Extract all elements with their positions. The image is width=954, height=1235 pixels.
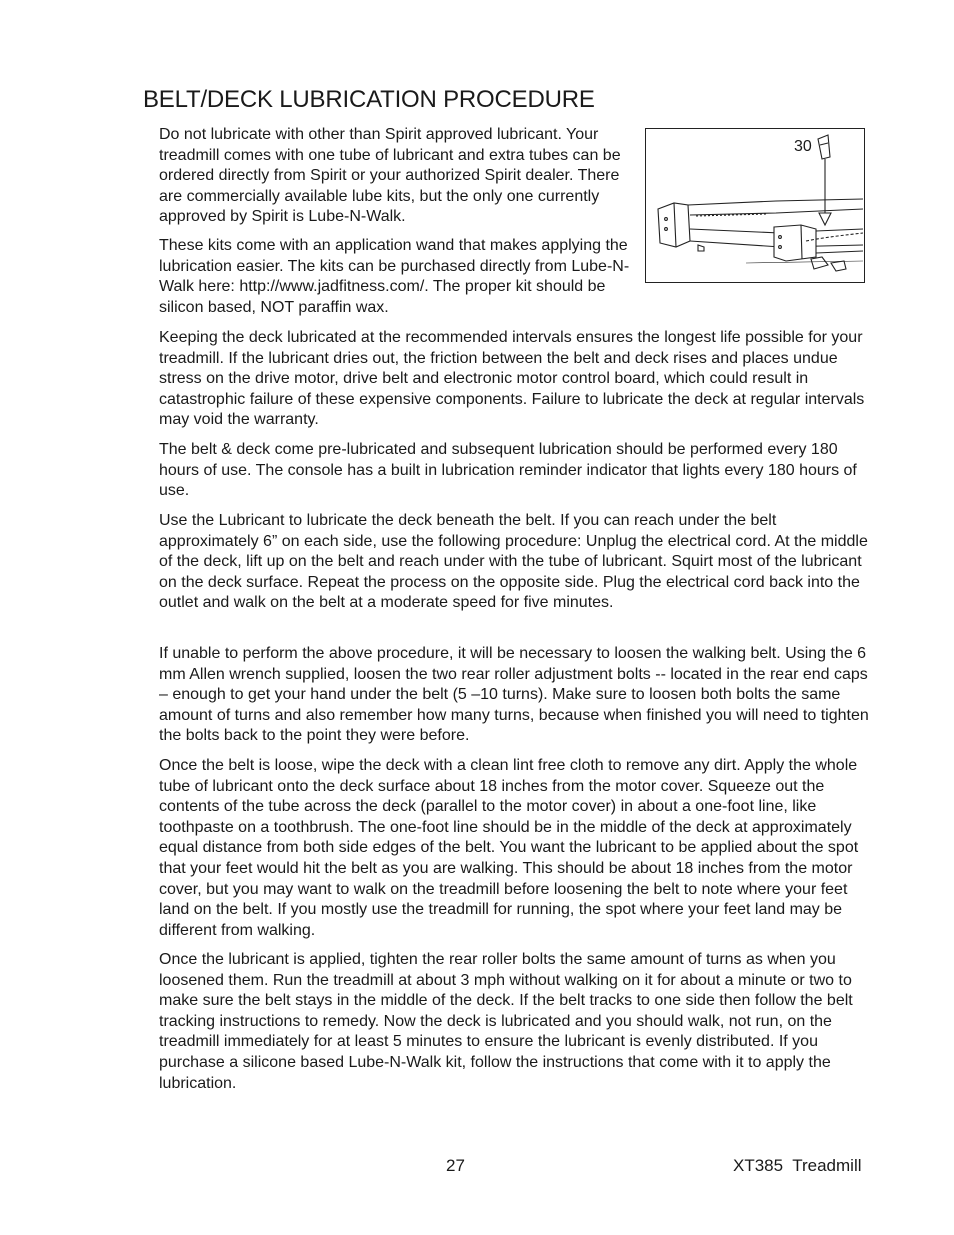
page-number: 27 [446,1156,465,1175]
treadmill-deck-icon [646,129,863,281]
paragraph-lubrication-interval: The belt & deck come pre-lubricated and subsequent lubrication should be performed every 180 hours of use. The console has a built in lubrication reminder indicator that lights every 180 hours of use. [159,441,857,500]
paragraph-apply-lubricant: Once the belt is loose, wipe the deck with a clean lint free cloth to remove any dirt. Apply the whole tube of lubricant onto the deck surface about 18 inches from the motor cover. Squeeze out the contents of the tube across the deck (parallel to the motor cover) in about a one-foot line, like toothpaste on a toothbrush. The one-foot line should be in the middle of the deck at approximately equal distance from both side edges of the belt. You want the lubricant to be applied about the spot that your feet would hit the belt as you are walking. This should be about 18 inches from the motor cover, but you may want to walk on the treadmill before loosening the belt to note where your feet land on the belt. If you mostly use the treadmill for running, the spot where your feet land may be different from walking. [159,757,859,939]
paragraph-loosen-belt: If unable to perform the above procedure, it will be necessary to loosen the walking belt. Using the 6 mm Allen wrench supplied, loosen the two rear roller adjustment bolts -- located in the rear end caps – enough to get your hand under the belt (5 –10 turns). Make sure to loosen both bolts the same amount of turns and also remember how many turns, because when finished you will need to tighten the bolts back to the point they were before. [159,645,869,745]
paragraph-retighten-belt: Once the lubricant is applied, tighten the rear roller bolts the same amount of turns as when you loosened them. Run the treadmill at about 3 mph without walking on it for about a minute or two to make sure the belt stays in the middle of the deck. If the belt tracks to one side then follow the belt tracking instructions to remedy. Now the deck is lubricated and you should walk, not run, on the treadmill immediately for at least 5 minutes to ensure the lubricant is evenly distributed. If you purchase a silicone based Lube-N-Walk kit, follow the instructions that come with it to apply the lubrication. [159,951,853,1092]
footer-model-name: XT385 Treadmill [733,1156,862,1175]
deck-lubrication-figure [645,128,865,283]
figure-callout-label: 30 [794,138,812,155]
paragraph-why-lubricate: Keeping the deck lubricated at the recommended intervals ensures the longest life possible for your treadmill. If the lubricant dries out, the friction between the belt and deck rises and places undue stress on the drive motor, drive belt and electronic motor control board, which could result in catastrophic failure of these expensive components. Failure to lubricate the deck at regular intervals may void the warranty. [159,329,865,429]
paragraph-lube-kits: These kits come with an application wand that makes applying the lubrication easier. The kits can be purchased directly from Lube-N-Walk here: http://www.jadfitness.com/. The proper kit should be silicon based, NOT paraffin wax. [159,237,630,316]
paragraph-approved-lubricant: Do not lubricate with other than Spirit approved lubricant. Your treadmill comes with one tube of lubricant and extra tubes can be ordered directly from Spirit or your authorized Spirit dealer. There are commercially available lube kits, but the only one currently approved by Spirit is Lube-N-Walk. [159,126,621,226]
page-title: BELT/DECK LUBRICATION PROCEDURE [143,86,595,113]
paragraph-basic-procedure: Use the Lubricant to lubricate the deck beneath the belt. If you can reach under the belt approximately 6” on each side, use the following procedure: Unplug the electrical cord. At the middle of the deck, lift up on the belt and reach under with the tube of lubricant. Squirt most of the lubricant on the deck surface. Repeat the process on the opposite side. Plug the electrical cord back into the outlet and walk on the belt at a moderate speed for five minutes. [159,512,868,612]
